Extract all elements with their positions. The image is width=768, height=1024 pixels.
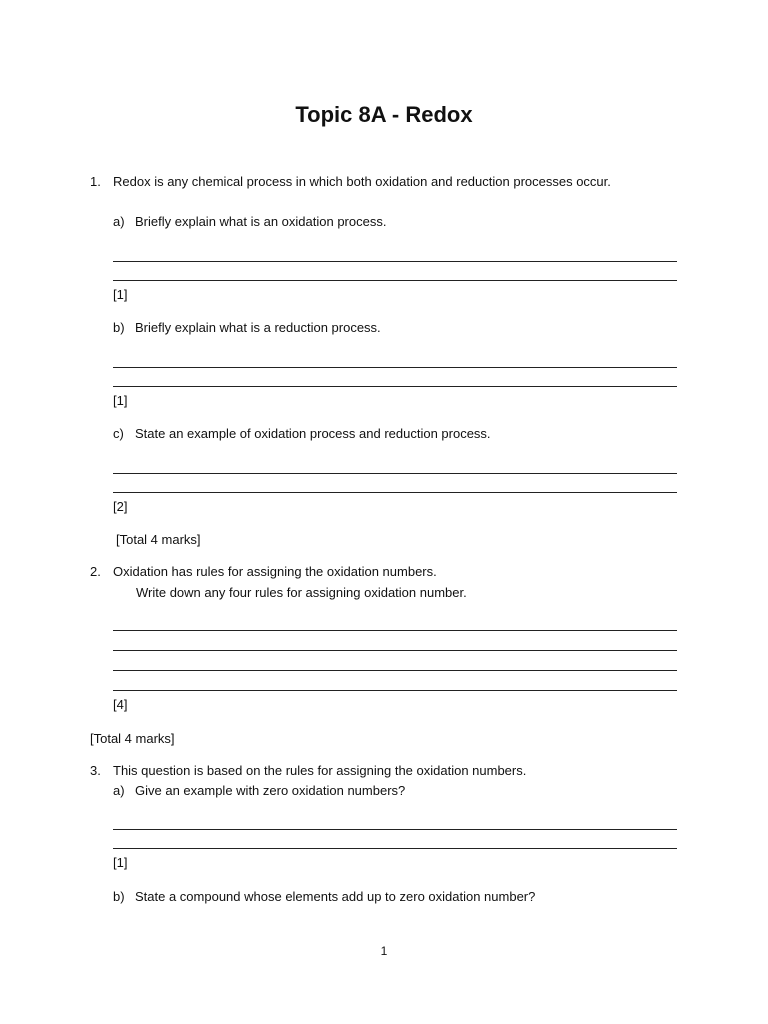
question-2-marks: [4]	[113, 697, 128, 712]
answer-line[interactable]	[113, 261, 677, 262]
question-1b-label: b)	[113, 320, 125, 335]
question-1c-label: c)	[113, 426, 124, 441]
question-3-text: This question is based on the rules for assigning the oxidation numbers.	[113, 763, 527, 778]
question-2-total: [Total 4 marks]	[90, 731, 175, 746]
question-1-text: Redox is any chemical process in which both oxidation and reduction processes occur.	[113, 174, 611, 189]
question-3-number: 3.	[90, 763, 101, 778]
question-3a-label: a)	[113, 783, 125, 798]
answer-line[interactable]	[113, 386, 677, 387]
question-1a-marks: [1]	[113, 287, 128, 302]
question-1-total: [Total 4 marks]	[116, 532, 201, 547]
question-3a-marks: [1]	[113, 855, 128, 870]
answer-line[interactable]	[113, 829, 677, 830]
answer-line[interactable]	[113, 492, 677, 493]
question-1b-text: Briefly explain what is a reduction process.	[135, 320, 381, 335]
answer-line[interactable]	[113, 473, 677, 474]
question-3b-label: b)	[113, 889, 125, 904]
answer-line[interactable]	[113, 848, 677, 849]
question-2-number: 2.	[90, 564, 101, 579]
answer-line[interactable]	[113, 670, 677, 671]
answer-line[interactable]	[113, 690, 677, 691]
question-3a-text: Give an example with zero oxidation numbers?	[135, 783, 406, 798]
answer-line[interactable]	[113, 280, 677, 281]
answer-line[interactable]	[113, 630, 677, 631]
question-2-text: Oxidation has rules for assigning the oxidation numbers.	[113, 564, 437, 579]
question-3b-text: State a compound whose elements add up to zero oxidation number?	[135, 889, 536, 904]
question-1-number: 1.	[90, 174, 101, 189]
answer-line[interactable]	[113, 367, 677, 368]
question-2-subtext: Write down any four rules for assigning oxidation number.	[136, 585, 467, 600]
question-1c-text: State an example of oxidation process and reduction process.	[135, 426, 491, 441]
answer-line[interactable]	[113, 650, 677, 651]
page-number: 1	[380, 944, 388, 958]
question-1a-text: Briefly explain what is an oxidation process.	[135, 214, 387, 229]
question-1c-marks: [2]	[113, 499, 128, 514]
question-1a-label: a)	[113, 214, 125, 229]
page-title: Topic 8A - Redox	[295, 102, 473, 127]
question-1b-marks: [1]	[113, 393, 128, 408]
